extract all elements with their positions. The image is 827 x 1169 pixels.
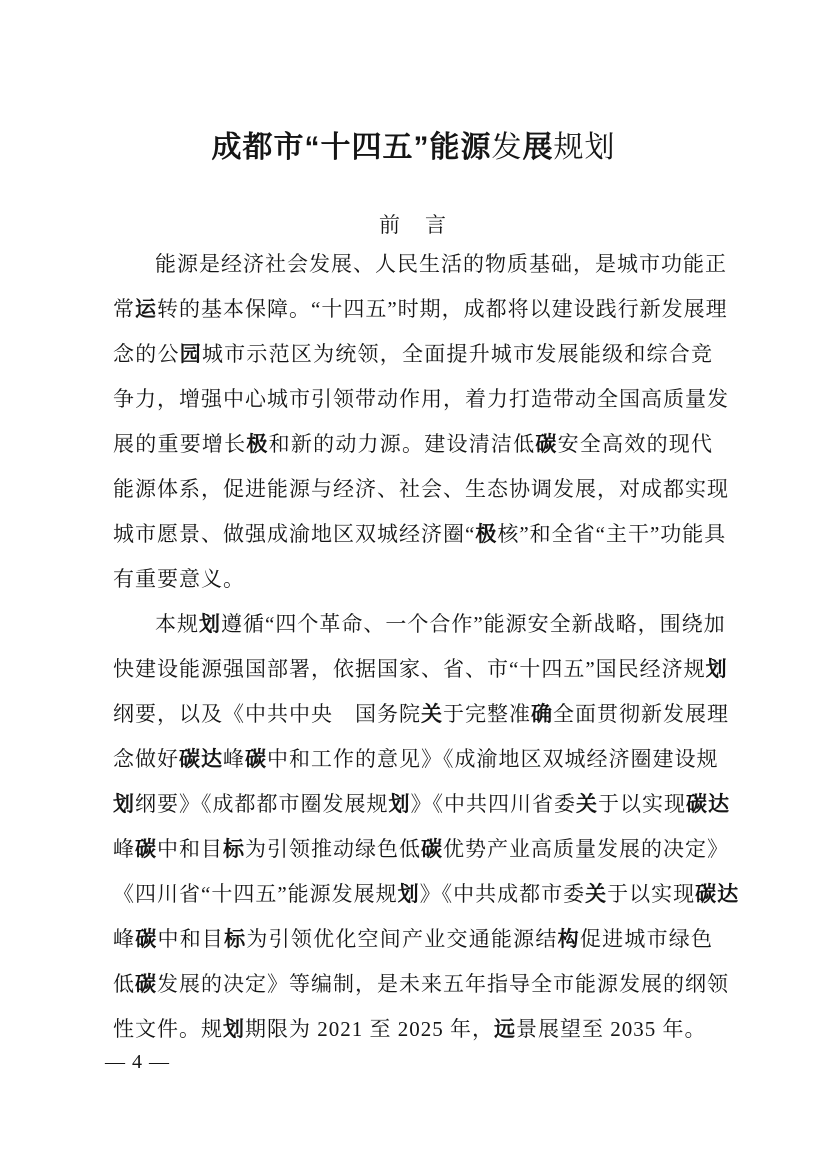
text-line [113, 377, 729, 422]
text-line [113, 782, 730, 827]
text-segment: 碳 [245, 747, 267, 771]
text-line [113, 872, 740, 917]
text-segment: 碳 [535, 432, 558, 456]
text-segment: 于以实现 [598, 792, 686, 816]
text-segment: 峰 [113, 927, 136, 951]
text-segment: 划 [113, 792, 135, 816]
text-segment: 核”和全省“主干”功能具 [497, 522, 727, 546]
text-segment: 和新的动力源。建设清洁低 [268, 432, 536, 456]
text-segment: 划 [397, 882, 420, 906]
text-segment: 碳达 [695, 882, 740, 906]
text-segment: 能源体系，促进能源与经济、社会、生态协调发展，对成都实现 [113, 477, 729, 501]
title-segment: 发 [491, 131, 523, 164]
text-segment: 发展的决定》等编制，是未来五年指导全市能源发展的纲领 [157, 972, 729, 996]
text-line [113, 467, 729, 512]
text-segment: 划 [223, 1017, 245, 1041]
text-segment: 本规 [155, 612, 199, 636]
text-segment: 标 [224, 927, 247, 951]
text-segment: 运 [135, 297, 157, 321]
text-segment: 碳达 [179, 747, 223, 771]
text-line [113, 287, 728, 332]
text-segment: 转的基本保障。“十四五”时期，成都将以建设践行新发展理 [157, 297, 728, 321]
text-segment: 快建设能源强国部署，依据国家、省、市“十四五”国民经济规 [113, 657, 706, 681]
text-segment: 关 [585, 882, 608, 906]
text-segment: 纲要》《成都都市圈发展规 [135, 792, 389, 816]
text-line [113, 602, 726, 647]
text-segment: 碳 [135, 972, 157, 996]
text-segment: 远 [494, 1017, 516, 1041]
text-segment: 极 [246, 432, 269, 456]
text-segment: 优势产业高质量发展的决定》 [443, 837, 729, 861]
text-segment: 碳 [135, 837, 157, 861]
text-segment: 碳 [421, 837, 443, 861]
text-line [113, 332, 713, 377]
page-number: — 4 — [105, 1051, 170, 1073]
text-segment: 构 [557, 927, 580, 951]
text-line [113, 422, 713, 467]
text-segment: 《四川省“十四五”能源发展规 [113, 882, 398, 906]
text-segment: 》《中共成都市委 [419, 882, 586, 906]
text-segment: 峰 [113, 837, 135, 861]
text-line [113, 1007, 713, 1052]
text-segment: 关 [576, 792, 598, 816]
text-segment: 峰 [223, 747, 245, 771]
text-segment: 展的重要增长 [113, 432, 247, 456]
title-segment: 成都市“十四五”能源 [211, 131, 492, 164]
text-segment: 为引领推动绿色低 [245, 837, 421, 861]
text-segment: 于以实现 [607, 882, 696, 906]
text-line [113, 692, 729, 737]
text-segment: 碳 [135, 927, 158, 951]
title-segment: 规划 [553, 131, 616, 164]
text-line [113, 242, 727, 287]
text-segment: 能源是经济社会发展、人民生活的物质基础，是城市功能正 [155, 252, 727, 276]
text-line [113, 737, 719, 782]
text-line [113, 557, 713, 602]
text-segment: 争力，增强中心城市引领带动作用，着力打造带动全国高质量发 [113, 387, 729, 411]
text-segment: 划 [388, 792, 411, 816]
text-segment: 城市愿景、做强成渝地区双城经济圈“ [113, 522, 476, 546]
text-segment: 中和工作的意见》《成渝地区双城经济圈建设规 [267, 747, 719, 771]
text-segment: 有重要意义。 [113, 567, 245, 591]
text-segment: 遵循“四个革命、一个合作”能源安全新战略，围绕加 [221, 612, 726, 636]
text-segment: 确 [531, 702, 553, 726]
text-segment: 为引领优化空间产业交通能源结 [246, 927, 558, 951]
text-segment: 期限为 2021 至 2025 年， [245, 1017, 494, 1041]
text-segment: 常 [113, 297, 135, 321]
text-segment: 念的公 [113, 342, 180, 366]
paragraph [113, 242, 729, 602]
text-segment: 极 [475, 522, 498, 546]
text-segment: 景展望至 2035 年。 [516, 1017, 707, 1041]
paragraph [113, 602, 740, 1052]
text-segment: 关 [421, 702, 443, 726]
text-segment: 中和目 [157, 837, 223, 861]
text-segment: 园 [179, 342, 202, 366]
text-segment: 促进城市绿色 [579, 927, 714, 951]
text-segment: 城市示范区为统领，全面提升城市发展能级和综合竞 [201, 342, 714, 366]
text-segment: 中和目 [157, 927, 225, 951]
preface-heading: 前 言 [379, 213, 448, 237]
title-segment: 展 [522, 131, 554, 164]
text-line [113, 647, 728, 692]
text-segment: 碳达 [686, 792, 730, 816]
text-segment: 性文件。规 [113, 1017, 223, 1041]
text-segment: 念做好 [113, 747, 179, 771]
text-segment: 于完整准 [443, 702, 531, 726]
text-line [113, 512, 727, 557]
text-segment: 标 [223, 837, 245, 861]
text-segment: 划 [705, 657, 728, 681]
document-title [0, 0, 827, 165]
text-segment: 全面贯彻新发展理 [553, 702, 729, 726]
text-line [113, 917, 713, 962]
text-segment: 低 [113, 972, 135, 996]
document-body [113, 242, 740, 1052]
text-line [113, 962, 729, 1007]
text-segment: 》《中共四川省委 [410, 792, 576, 816]
text-line [113, 827, 729, 872]
text-segment: 安全高效的现代 [557, 432, 714, 456]
text-segment: 划 [199, 612, 221, 636]
text-segment: 纲要，以及《中共中央 国务院 [113, 702, 421, 726]
